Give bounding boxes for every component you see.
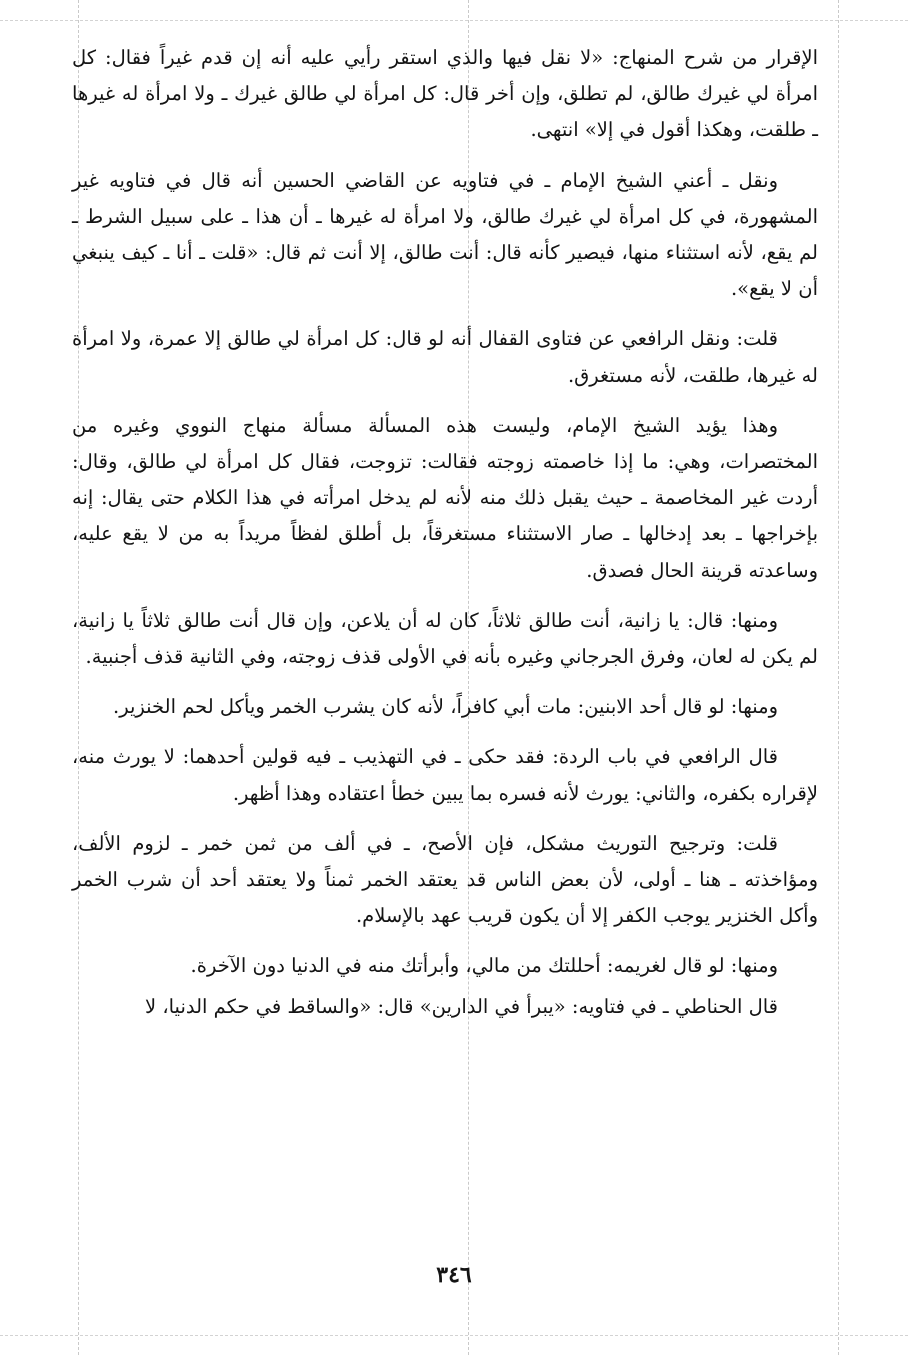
paragraph: قال الحناطي ـ في فتاويه: «يبرأ في الدارين» قال: «والساقط في حكم الدنيا، لا <box>145 994 778 1018</box>
scan-guide-line <box>0 20 908 21</box>
paragraph: قلت: وترجيح التوريث مشكل، فإن الأصح، ـ في ألف من ثمن خمر ـ لزوم الألف، ومؤاخذته ـ هنا ـ أولى، لأن بعض الناس قد يعتقد الخمر ثمناً ولا يعتقد أحد أن شرب الخمر وأكل الخنزير يوجب الكفر إلا أن يكون قريب عهد بالإسلام. <box>72 831 818 928</box>
paragraph: قلت: ونقل الرافعي عن فتاوى القفال أنه لو قال: كل امرأة لي طالق إلا عمرة، ولا امرأة له غيرها، طلقت، لأنه مستغرق. <box>72 327 818 387</box>
body-text <box>72 40 818 1029</box>
paragraph: قال الرافعي في باب الردة: فقد حكى ـ في التهذيب ـ فيه قولين أحدهما: لا يورث منه، لإقراره بكفره، والثاني: يورث لأنه فسره بما يبين خطأ اعتقاده وهذا أظهر. <box>72 745 818 805</box>
scan-guide-line <box>838 0 839 1355</box>
paragraph: وهذا يؤيد الشيخ الإمام، وليست هذه المسألة مسألة منهاج النووي وغيره من المختصرات، وهي: ما إذا خاصمته زوجته فقالت: تزوجت، فقال كل امرأة لي طالق، وقال: أردت غير المخاصمة ـ حيث يقبل ذلك منه لأنه لم يدخل امرأته في هذا الكلام حتى يقال: إنه بإخراجها ـ بعد إدخالها ـ صار الاستثناء مستغرقاً، بل أطلق لفظاً مريداً به من لا يقع عليه، وساعدته قرينة الحال فصدق. <box>72 413 818 582</box>
page-number: ٣٤٦ <box>436 1262 472 1288</box>
paragraph: ونقل ـ أعني الشيخ الإمام ـ في فتاويه عن القاضي الحسين أنه قال في فتاويه غير المشهورة، في كل امرأة لي غيرك طالق، ولا امرأة له غيرها ـ أن هذا ـ على سبيل الشرط ـ لم يقع، لأنه استثناء منها، فيصير كأنه قال: أنت طالق، إلا أنت ثم قال: «قلت ـ أنا ـ كيف ينبغي أن لا يقع». <box>72 168 818 301</box>
scan-guide-line <box>0 1335 908 1336</box>
paragraph: الإقرار من شرح المنهاج: «لا نقل فيها والذي استقر رأيي عليه أنه إن قدم غيراً فقال: كل امرأة لي غيرك طالق، لم تطلق، وإن أخر قال: كل امرأة لي طالق غيرك ـ ولا امرأة له غيرها ـ طلقت، وهكذا أقول في إلا» انتهى. <box>72 46 818 142</box>
paragraph: ومنها: لو قال أحد الابنين: مات أبي كافراً، لأنه كان يشرب الخمر ويأكل لحم الخنزير. <box>113 695 778 719</box>
paragraph: ومنها: لو قال لغريمه: أحللتك من مالي، وأبرأتك منه في الدنيا دون الآخرة. <box>190 954 778 978</box>
paragraph: ومنها: قال: يا زانية، أنت طالق ثلاثاً، كان له أن يلاعن، وإن قال أنت طالق ثلاثاً يا زانية، لم يكن له لعان، وفرق الجرجاني وغيره بأنه في الأولى قذف زوجته، وفي الثانية قذف أجنبية. <box>72 608 818 669</box>
